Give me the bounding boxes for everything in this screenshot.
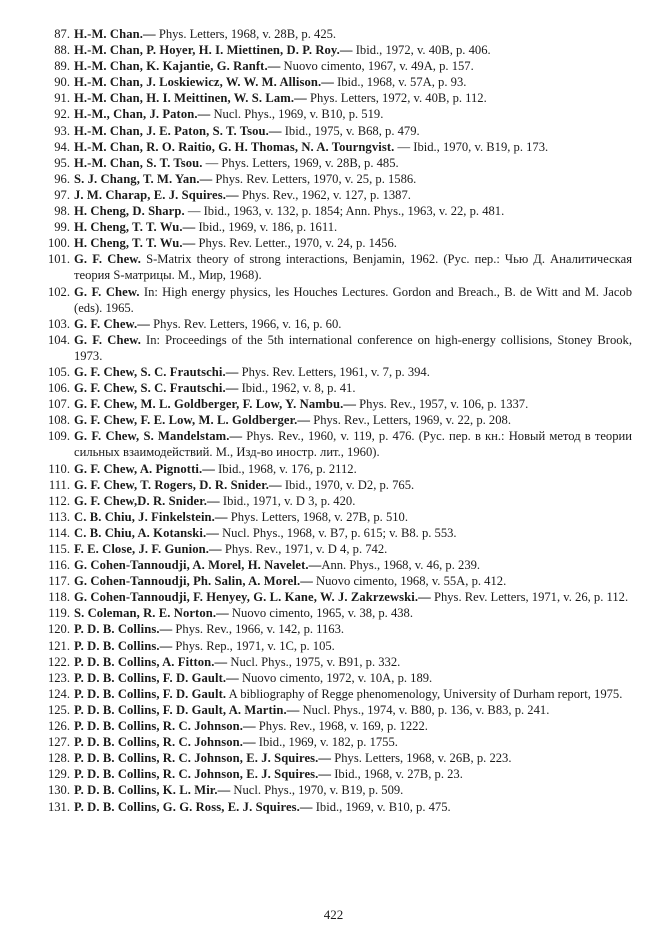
reference-entry <box>40 171 632 187</box>
reference-citation: Phys. Rev., 1962, v. 127, p. 1387. <box>238 187 411 202</box>
reference-number: 99. <box>54 220 70 235</box>
reference-number: 101. <box>47 252 70 267</box>
reference-authors: S. Coleman, R. E. Norton.— <box>74 606 229 621</box>
reference-authors: H.-M. Chan, R. O. Raitio, G. H. Thomas, N. A. Tourngvist. <box>74 139 395 154</box>
reference-citation: Nuovo cimento, 1972, v. 10A, p. 189. <box>238 670 433 685</box>
reference-authors: C. B. Chiu, J. Finkelstein.— <box>74 509 228 524</box>
reference-entry <box>40 364 632 380</box>
reference-entry <box>40 670 632 686</box>
reference-entry <box>40 702 632 718</box>
reference-number: 126. <box>47 719 70 734</box>
reference-number: 131. <box>47 799 70 814</box>
reference-authors: H. Cheng, T. T. Wu.— <box>74 236 196 251</box>
reference-authors: P. D. B. Collins, R. C. Johnson.— <box>74 719 256 734</box>
reference-citation: Ibid., 1968, v. 27B, p. 23. <box>331 767 463 782</box>
reference-number: 119. <box>48 606 70 621</box>
reference-citation: Phys. Letters, 1968, v. 28B, p. 425. <box>155 27 337 41</box>
reference-citation: Ibid., 1969, v. 182, p. 1755. <box>255 735 398 750</box>
reference-citation: S-Matrix theory of strong interactions, Benjamin, 1962. (Рус. пер.: Чью Д. Аналитическая теория S-матрицы. М., Мир, 1968). <box>74 252 632 283</box>
reference-citation: Phys. Rev. Letter., 1970, v. 24, p. 1456. <box>195 236 397 251</box>
reference-number: 127. <box>47 735 70 750</box>
reference-entry <box>40 284 632 316</box>
reference-authors: J. M. Charap, E. J. Squires.— <box>74 187 239 202</box>
reference-citation: — Phys. Letters, 1969, v. 28B, p. 485. <box>202 155 399 170</box>
reference-authors: G. F. Chew,D. R. Snider.— <box>74 493 220 508</box>
reference-entry <box>40 461 632 477</box>
reference-citation: Phys. Letters, 1968, v. 26B, p. 223. <box>331 751 512 766</box>
reference-authors: G. Cohen-Tannoudji, A. Morel, H. Navelet.— <box>74 558 322 573</box>
reference-list <box>40 26 632 815</box>
reference-citation: Phys. Rev., 1960, v. 119, p. 476. (Рус. пер. в кн.: Новый метод в теории сильных взаимодействий. М., Изд-во иностр. лит., 1960). <box>74 429 632 460</box>
reference-authors: G. F. Chew, A. Pignotti.— <box>74 461 215 476</box>
reference-entry <box>40 686 632 702</box>
reference-citation: In: High energy physics, les Houches Lectures. Gordon and Breach., B. de Witt and M. Jacob (eds). 1965. <box>74 284 633 315</box>
reference-number: 89. <box>54 59 70 74</box>
reference-number: 106. <box>47 381 70 396</box>
reference-entry <box>40 799 632 815</box>
reference-entry <box>40 477 632 493</box>
reference-number: 94. <box>54 139 70 154</box>
reference-authors: P. D. B. Collins, G. G. Ross, E. J. Squires.— <box>74 799 313 814</box>
reference-citation: Phys. Letters, 1972, v. 40B, p. 112. <box>306 91 487 106</box>
reference-entry <box>40 412 632 428</box>
reference-authors: G. F. Chew, S. C. Frautschi.— <box>74 364 239 379</box>
reference-number: 88. <box>54 43 70 58</box>
reference-number: 118. <box>48 590 70 605</box>
reference-citation: — Ibid., 1970, v. B19, p. 173. <box>394 139 549 154</box>
reference-authors: P. D. B. Collins, A. Fitton.— <box>74 654 228 669</box>
reference-citation: Ibid., 1969, v. 186, p. 1611. <box>195 220 338 235</box>
reference-authors: G. F. Chew.— <box>74 316 150 331</box>
reference-citation: Phys. Rev. Letters, 1971, v. 26, p. 112. <box>430 590 629 605</box>
reference-authors: H.-M. Chan.— <box>74 27 156 41</box>
reference-number: 109. <box>47 429 70 444</box>
reference-entry <box>40 74 632 90</box>
reference-number: 111. <box>48 477 70 492</box>
reference-authors: H.-M. Chan, H. I. Meittinen, W. S. Lam.— <box>74 91 307 106</box>
reference-entry <box>40 106 632 122</box>
reference-citation: Phys. Rev. Letters, 1961, v. 7, p. 394. <box>238 364 430 379</box>
reference-authors: G. F. Chew, S. C. Frautschi.— <box>74 381 239 396</box>
reference-number: 103. <box>47 316 70 331</box>
reference-number: 122. <box>47 654 70 669</box>
reference-number: 104. <box>47 332 70 347</box>
reference-entry <box>40 219 632 235</box>
reference-entry <box>40 782 632 798</box>
reference-number: 90. <box>54 75 70 90</box>
reference-entry <box>40 766 632 782</box>
reference-entry <box>40 621 632 637</box>
reference-number: 125. <box>47 702 70 717</box>
reference-number: 124. <box>47 686 70 701</box>
reference-number: 102. <box>47 284 70 299</box>
reference-authors: P. D. B. Collins, F. D. Gault, A. Martin.— <box>74 702 300 717</box>
reference-number: 107. <box>47 397 70 412</box>
reference-number: 91. <box>54 91 70 106</box>
reference-entry <box>40 493 632 509</box>
reference-entry <box>40 718 632 734</box>
reference-citation: Ibid., 1970, v. D2, p. 765. <box>281 477 415 492</box>
reference-citation: Ibid., 1968, v. 176, p. 2112. <box>214 461 357 476</box>
page-number: 422 <box>323 907 344 922</box>
reference-citation: Nucl. Phys., 1974, v. B80, p. 136, v. B83, p. 241. <box>299 702 550 717</box>
reference-authors: H.-M. Chan, S. T. Tsou. <box>74 155 203 170</box>
reference-authors: C. B. Chiu, A. Kotanski.— <box>74 525 219 540</box>
reference-number: 113. <box>48 509 70 524</box>
reference-authors: H. Cheng, D. Sharp. <box>74 204 185 219</box>
reference-authors: G. F. Chew, F. E. Low, M. L. Goldberger.— <box>74 413 311 428</box>
reference-number: 117. <box>48 574 70 589</box>
reference-entry <box>40 638 632 654</box>
reference-citation: Nucl. Phys., 1969, v. B10, p. 519. <box>210 107 384 122</box>
reference-citation: Phys. Rev. Letters, 1970, v. 25, p. 1586. <box>212 171 417 186</box>
reference-entry <box>40 155 632 171</box>
reference-number: 105. <box>47 364 70 379</box>
reference-authors: G. Cohen-Tannoudji, Ph. Salin, A. Morel.— <box>74 574 313 589</box>
reference-entry <box>40 187 632 203</box>
reference-citation: Phys. Rev., Letters, 1969, v. 22, p. 208. <box>310 413 511 428</box>
reference-number: 128. <box>47 751 70 766</box>
reference-number: 96. <box>54 171 70 186</box>
reference-entry <box>40 203 632 219</box>
reference-number: 98. <box>54 204 70 219</box>
reference-authors: P. D. B. Collins, K. L. Mir.— <box>74 783 231 798</box>
reference-citation: Nuovo cimento, 1968, v. 55A, p. 412. <box>312 574 507 589</box>
reference-citation: Ibid., 1962, v. 8, p. 41. <box>238 381 356 396</box>
reference-number: 114. <box>48 525 70 540</box>
reference-number: 108. <box>47 413 70 428</box>
reference-citation: Ibid., 1968, v. 57A, p. 93. <box>333 75 467 90</box>
reference-number: 92. <box>54 107 70 122</box>
reference-authors: P. D. B. Collins.— <box>74 622 173 637</box>
reference-entry <box>40 605 632 621</box>
reference-entry <box>40 750 632 766</box>
reference-authors: G. F. Chew, M. L. Goldberger, F. Low, Y. Nambu.— <box>74 397 357 412</box>
reference-entry <box>40 42 632 58</box>
reference-entry <box>40 654 632 670</box>
reference-entry <box>40 734 632 750</box>
reference-number: 129. <box>47 767 70 782</box>
reference-entry <box>40 316 632 332</box>
reference-citation: Nuovo cimento, 1965, v. 38, p. 438. <box>228 606 414 621</box>
reference-authors: G. F. Chew. <box>74 332 142 347</box>
reference-authors: H.-M. Chan, J. Loskiewicz, W. W. M. Allison.— <box>74 75 334 90</box>
reference-citation: Phys. Rep., 1971, v. 1C, p. 105. <box>172 638 335 653</box>
reference-authors: S. J. Chang, T. M. Yan.— <box>74 171 213 186</box>
reference-entry <box>40 90 632 106</box>
reference-number: 115. <box>48 542 70 556</box>
reference-number: 110. <box>48 461 70 476</box>
reference-citation: — Ibid., 1963, v. 132, p. 1854; Ann. Phys., 1963, v. 22, p. 481. <box>184 204 505 219</box>
reference-authors: G. F. Chew, T. Rogers, D. R. Snider.— <box>74 477 282 492</box>
reference-authors: P. D. B. Collins, R. C. Johnson, E. J. Squires.— <box>74 767 332 782</box>
reference-authors: H.-M. Chan, P. Hoyer, H. I. Miettinen, D. P. Roy.— <box>74 43 353 58</box>
reference-entry <box>40 58 632 74</box>
reference-number: 120. <box>47 622 70 637</box>
reference-entry <box>40 509 632 525</box>
reference-entry <box>40 589 632 605</box>
reference-entry <box>40 428 632 460</box>
reference-citation: A bibliography of Regge phenomenology, University of Durham report, 1975. <box>226 686 623 701</box>
reference-citation: Nucl. Phys., 1968, v. B7, p. 615; v. B8. p. 553. <box>218 525 457 540</box>
reference-citation: Phys. Rev., 1966, v. 142, p. 1163. <box>172 622 345 637</box>
reference-authors: P. D. B. Collins, F. D. Gault. <box>74 686 227 701</box>
reference-entry <box>40 123 632 139</box>
reference-number: 97. <box>54 187 70 202</box>
reference-authors: G. F. Chew. <box>74 252 142 267</box>
reference-authors: F. E. Close, J. F. Gunion.— <box>74 542 222 556</box>
reference-number: 116. <box>48 558 70 573</box>
reference-entry <box>40 332 632 364</box>
reference-authors: P. D. B. Collins, R. C. Johnson, E. J. Squires.— <box>74 751 332 766</box>
reference-entry <box>40 235 632 251</box>
reference-authors: H.-M. Chan, J. E. Paton, S. T. Tsou.— <box>74 123 282 138</box>
reference-authors: P. D. B. Collins, R. C. Johnson.— <box>74 735 256 750</box>
reference-citation: Phys. Letters, 1968, v. 27B, p. 510. <box>227 509 408 524</box>
reference-citation: Nuovo cimento, 1967, v. 49A, p. 157. <box>280 59 474 74</box>
reference-number: 121. <box>47 638 70 653</box>
reference-entry <box>40 573 632 589</box>
reference-authors: P. D. B. Collins.— <box>74 638 173 653</box>
reference-entry <box>40 396 632 412</box>
reference-citation: Ibid., 1969, v. B10, p. 475. <box>312 799 451 814</box>
reference-entry <box>40 541 632 557</box>
reference-authors: G. Cohen-Tannoudji, F. Henyey, G. L. Kane, W. J. Zakrzewski.— <box>74 590 431 605</box>
reference-authors: H.-M. Chan, K. Kajantie, G. Ranft.— <box>74 59 281 74</box>
reference-citation: Ibid., 1971, v. D 3, p. 420. <box>219 493 356 508</box>
reference-citation: Phys. Rev. Letters, 1966, v. 16, p. 60. <box>149 316 342 331</box>
reference-authors: P. D. B. Collins, F. D. Gault.— <box>74 670 239 685</box>
reference-entry <box>40 139 632 155</box>
reference-citation: Ibid., 1972, v. 40B, p. 406. <box>352 43 491 58</box>
reference-entry <box>40 251 632 283</box>
reference-citation: Phys. Rev., 1957, v. 106, p. 1337. <box>356 397 529 412</box>
reference-citation: Ann. Phys., 1968, v. 46, p. 239. <box>321 558 481 573</box>
reference-citation: Phys. Rev., 1971, v. D 4, p. 742. <box>221 542 388 556</box>
reference-number: 112. <box>48 493 70 508</box>
reference-authors: H.-M., Chan, J. Paton.— <box>74 107 211 122</box>
reference-citation: Phys. Rev., 1968, v. 169, p. 1222. <box>255 719 428 734</box>
reference-authors: H. Cheng, T. T. Wu.— <box>74 220 196 235</box>
reference-number: 95. <box>54 155 70 170</box>
reference-number: 93. <box>54 123 70 138</box>
reference-number: 130. <box>47 783 70 798</box>
reference-number: 100. <box>47 236 70 251</box>
reference-number: 123. <box>47 670 70 685</box>
reference-citation: Ibid., 1975, v. B68, p. 479. <box>281 123 420 138</box>
reference-entry <box>40 26 632 42</box>
reference-citation: In: Proceedings of the 5th international conference on high-energy collisions, Stoney Brook, 1973. <box>74 332 632 363</box>
reference-entry <box>40 525 632 541</box>
reference-citation: Nucl. Phys., 1975, v. B91, p. 332. <box>227 654 401 669</box>
reference-authors: G. F. Chew. <box>74 284 140 299</box>
reference-entry <box>40 557 632 573</box>
reference-entry <box>40 380 632 396</box>
reference-citation: Nucl. Phys., 1970, v. B19, p. 509. <box>230 783 404 798</box>
reference-number: 87. <box>54 27 70 41</box>
reference-authors: G. F. Chew, S. Mandelstam.— <box>74 429 243 444</box>
